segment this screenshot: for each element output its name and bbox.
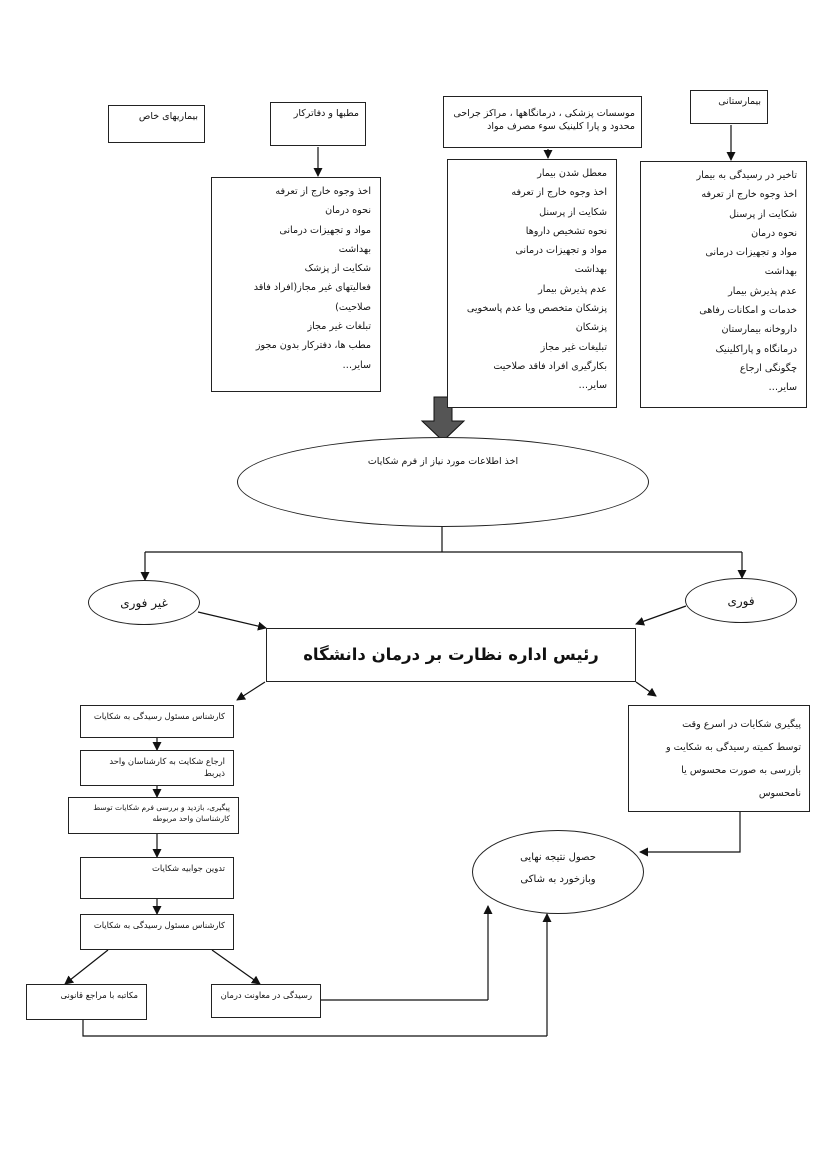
offices-box (270, 102, 366, 146)
urgent-followup-line: توسط کمیته رسیدگی به شکایت و (665, 742, 801, 753)
step-responsible-expert-box (80, 705, 234, 738)
list-item: مواد و تجهیزات درمانی (279, 224, 371, 236)
offices-label: مطبها و دفاترکار (293, 108, 359, 119)
urgent-label: فوری (727, 594, 755, 608)
final-result-line2: وبازخورد به شاکی (520, 874, 596, 885)
list-item: صلاحیت) (335, 301, 371, 313)
step-responsible-expert-2-label: کارشناس مسئول رسیدگی به شکایات (93, 920, 225, 930)
step-responsible-expert-label: کارشناس مسئول رسیدگی به شکایات (93, 711, 225, 721)
list-item: سایر… (768, 382, 797, 394)
hospital-box (690, 90, 768, 124)
list-item: عدم پذیرش بیمار (538, 283, 607, 295)
non-urgent-label: غیر فوری (120, 596, 168, 610)
list-item: تاخیر در رسیدگی به بیمار (696, 170, 797, 181)
arrow-correspondence-final (83, 1020, 547, 1036)
list-item: داروخانه بیمارستان (721, 324, 797, 336)
list-item: بهداشت (764, 266, 797, 278)
step-draft-reply-box (80, 857, 234, 899)
list-item: سایر… (342, 359, 371, 371)
list-item: مواد و تجهیزات درمانی (705, 247, 797, 259)
step-refer-label: ارجاع شکایت به کارشناسان واحد ذیربط (109, 756, 225, 778)
urgent-followup-box (628, 705, 810, 812)
deputy-review-label: رسیدگی در معاونت درمان (220, 990, 312, 1000)
list-item: عدم پذیرش بیمار (728, 285, 797, 297)
institutes-box (443, 96, 642, 148)
step-responsible-expert-2-box (80, 914, 234, 950)
arrow-urgent-director (636, 606, 686, 624)
list-item: نحوه درمان (325, 205, 371, 217)
list-item: خدمات و امکانات رفاهی (699, 305, 797, 317)
director-box (266, 628, 636, 682)
arrow-urgent-final (644, 812, 740, 852)
urgent-followup-line: نامحسوس (758, 788, 801, 799)
list-item: بهداشت (338, 243, 371, 255)
list-item: شکایت از پرسنل (729, 208, 797, 220)
list-item: سایر… (578, 380, 607, 392)
special-diseases-label: بیماریهای خاص (138, 111, 198, 122)
final-result-line1: حصول نتیجه نهایی (520, 852, 596, 863)
urgent-followup-line: پیگیری شکایات در اسرع وقت (682, 719, 801, 730)
list-item: پزشکان (575, 322, 607, 334)
institutes-label-line2: محدود و پارا کلینیک سوء مصرف مواد (487, 121, 635, 132)
correspondence-label: مکاتبه با مراجع قانونی (60, 990, 138, 1000)
non-urgent-ellipse (88, 580, 200, 625)
institutes-complaints-list (447, 159, 617, 408)
list-item: پزشکان متخصص ویا عدم پاسخویی (466, 303, 607, 315)
list-item: مواد و تجهیزات درمانی (515, 245, 607, 257)
list-item: اخذ وجوه خارج از تعرفه (701, 189, 797, 201)
list-item: شکایت از پزشک (304, 263, 371, 275)
step-refer-box (80, 750, 234, 786)
correspondence-box (26, 984, 147, 1020)
list-item: چگونگی ارجاع (739, 362, 797, 374)
urgent-followup-line: بازرسی به صورت محسوس یا (681, 765, 801, 776)
list-item: تبلیغات غیر مجاز (540, 341, 607, 353)
hospital-complaints-list (640, 161, 807, 408)
collect-info-label: اخذ اطلاعات مورد نیاز از فرم شکایات (367, 456, 519, 467)
arrow-director-left (237, 682, 265, 700)
step-draft-reply-label: تدوین جوابیه شکایات (152, 863, 225, 873)
list-item: مطب ها، دفترکار بدون مجوز (255, 340, 371, 352)
step-followup-box (68, 797, 239, 834)
list-item: اخذ وجوه خارج از تعرفه (275, 186, 371, 197)
list-item: بکارگیری افراد فاقد صلاحیت (493, 360, 607, 372)
deputy-review-box (211, 984, 321, 1018)
list-item: نحوه تشخیص داروها (525, 225, 607, 237)
arrow-step5-deputy (212, 950, 260, 984)
special-diseases-box (108, 105, 205, 143)
urgent-ellipse (685, 578, 797, 623)
offices-complaints-list (211, 177, 381, 392)
list-item: تبلغات غیر مجاز (307, 321, 371, 333)
list-item: معطل شدن بیمار (537, 168, 607, 179)
final-result-ellipse (472, 830, 644, 914)
list-item: بهداشت (574, 264, 607, 276)
hospital-label: بیمارستانی (718, 96, 761, 107)
institutes-label-line1: موسسات پزشکی ، درمانگاهها ، مراکز جراحی (453, 108, 635, 119)
step-followup-label: پیگیری، بازدید و بررسی فرم شکایات توسط کارشناسان واحد مربوطه (93, 803, 230, 823)
list-item: نحوه درمان (751, 227, 797, 239)
arrow-step5-correspondence (65, 950, 108, 984)
list-item: شکایت از پرسنل (539, 206, 607, 218)
list-item: اخذ وجوه خارج از تعرفه (511, 187, 607, 199)
list-item: درمانگاه و پاراکلینیک (715, 343, 797, 355)
list-item: فعالیتهای غیر مجاز(افراد فاقد (253, 282, 371, 294)
director-label: رئیس اداره نظارت بر درمان دانشگاه (303, 645, 599, 664)
collect-info-ellipse (237, 437, 649, 527)
arrow-nonurgent-director (198, 612, 266, 628)
arrow-director-right (636, 682, 656, 696)
